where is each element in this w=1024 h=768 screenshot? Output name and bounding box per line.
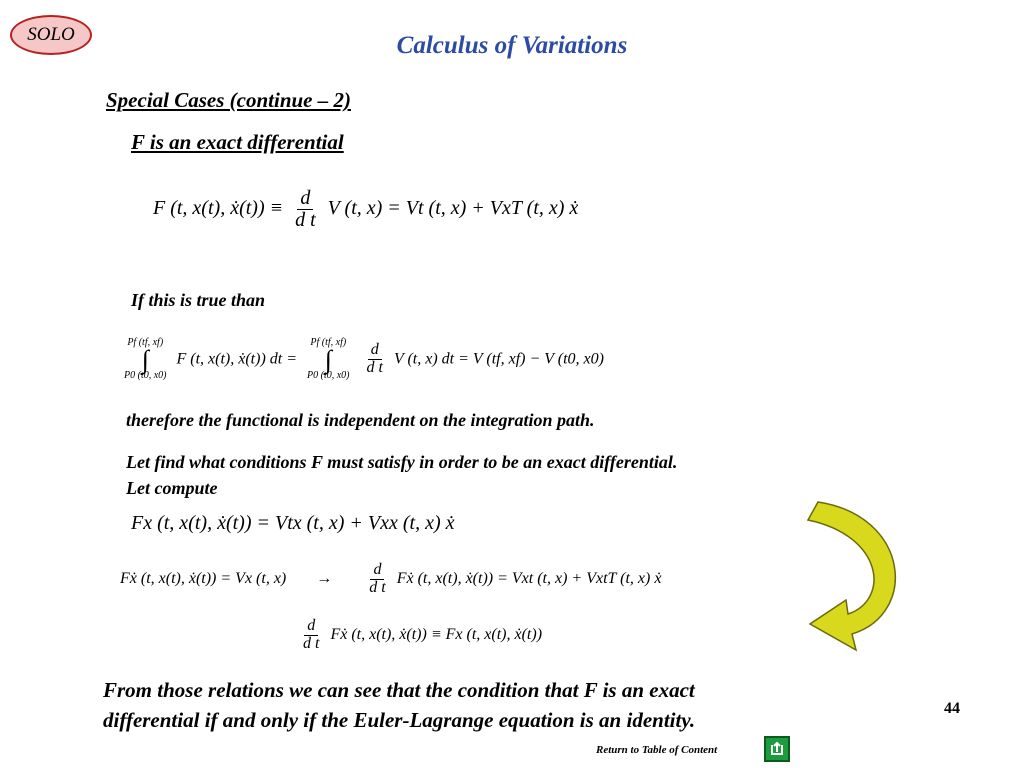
integral-1-lower: P0 (t0, x0) [124, 370, 167, 382]
solo-label: SOLO [27, 24, 75, 45]
equation-identity [296, 618, 542, 653]
eq5-frac-num: d [304, 618, 318, 636]
eq1-rhs: V (t, x) = Vt (t, x) + VxT (t, x) ẋ [327, 197, 579, 220]
eq2-part1: F (t, x(t), ẋ(t)) dt = [176, 350, 298, 368]
text-let-compute: Let compute [126, 478, 218, 498]
integral-2 [307, 338, 350, 381]
eq4-right: Fẋ (t, x(t), ẋ(t)) = Vxt (t, x) + VxtT (t, x) ẋ [396, 569, 662, 587]
eq1-frac-num: d [297, 188, 313, 210]
arrow-right-icon: → [316, 569, 333, 587]
integral-sign-icon: ∫ [141, 345, 149, 374]
subsection-heading: F is an exact differential [131, 130, 344, 154]
equation-exact-differential [153, 188, 578, 231]
eq5-fraction [300, 618, 322, 653]
section-heading: Special Cases (continue – 2) [106, 88, 351, 112]
page-title: Calculus of Variations [396, 32, 628, 59]
conclusion-line-2: differential if and only if the Euler-Lagrange equation is an identity. [103, 708, 696, 732]
toc-link[interactable]: Return to Table of Content [596, 744, 718, 756]
page-number: 44 [944, 700, 960, 717]
eq4-fraction [366, 562, 388, 597]
conclusion-line-1: From those relations we can see that the condition that F is an exact [103, 678, 695, 702]
eq1-fraction [292, 188, 319, 231]
text-therefore: therefore the functional is independent on the integration path. [126, 410, 595, 430]
integral-sign-icon: ∫ [324, 345, 332, 374]
curved-arrow-icon [790, 496, 920, 656]
eq5-rhs: Fẋ (t, x(t), ẋ(t)) ≡ Fx (t, x(t), ẋ(t)) [330, 625, 543, 643]
integral-2-lower: P0 (t0, x0) [307, 370, 350, 382]
return-icon[interactable] [764, 736, 790, 762]
eq5-frac-den: d t [303, 634, 320, 652]
eq2-frac-den: d t [366, 359, 383, 377]
eq2-part2: V (t, x) dt = V (tf, xf) − V (t0, x0) [393, 350, 604, 368]
integral-1 [124, 338, 167, 381]
eq1-frac-den: d t [295, 209, 316, 231]
eq4-frac-num: d [370, 562, 384, 580]
text-if-true: If this is true than [131, 290, 266, 310]
eq1-lhs: F (t, x(t), ẋ(t)) ≡ [153, 197, 284, 220]
equation-integral [118, 338, 604, 381]
equation-fxdot [120, 562, 661, 597]
eq4-left: Fẋ (t, x(t), ẋ(t)) = Vx (t, x) [120, 569, 287, 587]
integral-1-upper: Pf (tf, xf) [127, 337, 164, 348]
integral-2-upper: Pf (tf, xf) [310, 337, 347, 348]
eq2-frac-num: d [368, 342, 382, 360]
eq2-fraction [364, 342, 386, 377]
eq4-frac-den: d t [369, 578, 386, 596]
text-let-find: Let find what conditions F must satisfy in order to be an exact differential. [126, 452, 678, 472]
equation-fx: Fx (t, x(t), ẋ(t)) = Vtx (t, x) + Vxx (t, x) ẋ [131, 512, 455, 534]
return-arrow-glyph [768, 740, 786, 758]
